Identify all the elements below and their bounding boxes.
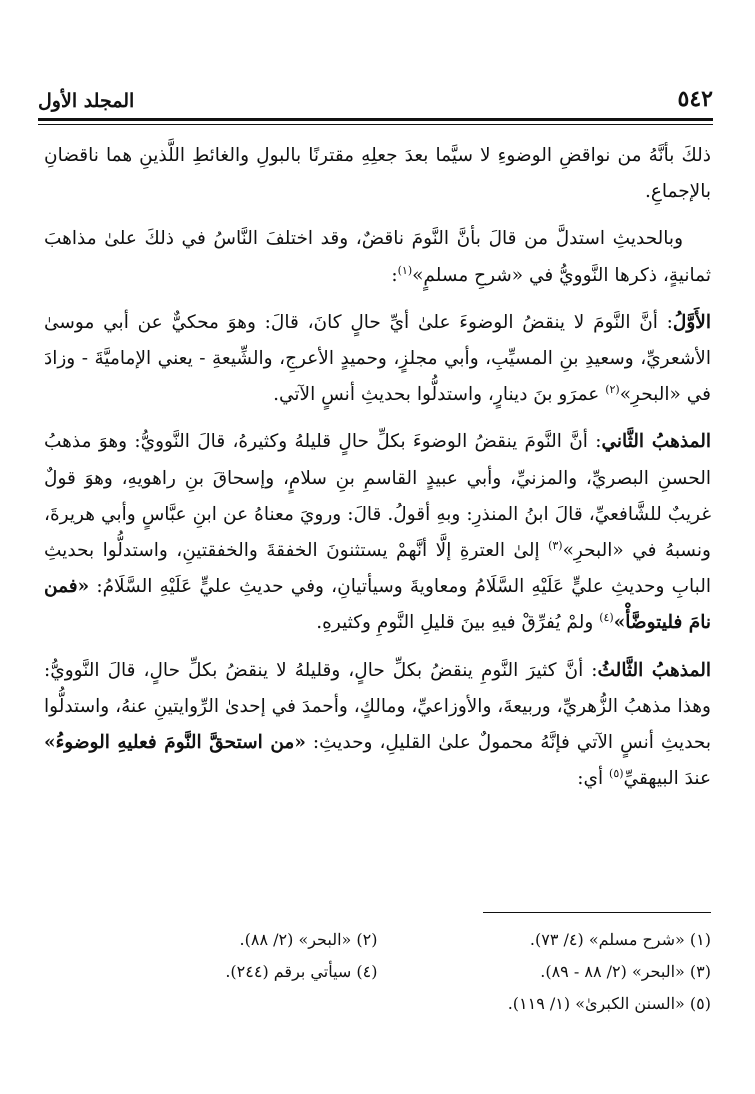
footnote-separator [483,912,711,913]
header-rule-thin [38,124,713,125]
volume-title: المجلد الأول [38,90,135,112]
footnote-ref[interactable]: (١) [397,263,413,277]
paragraph-second-opinion [44,424,711,641]
footnote-1: (١) «شرح مسلم» (٤/ ٧٣). [529,930,711,949]
paragraph-text: ذلكَ بأنَّهُ من نواقضِ الوضوءِ لا سيَّما بعدَ جعلِهِ مقترنًا بالبولِ والغائطِ اللَّذينِ هما ناقضانِ بالإجماعِ. [44,145,711,203]
section-label: المذهبُ الثَّالثُ [597,659,711,681]
paragraph-text: أي: [577,768,610,790]
paragraph-third-opinion [44,653,711,798]
paragraph-intro [44,221,711,293]
section-label: الأَوَّلُ [672,311,711,333]
paragraph-continuation [44,138,711,210]
paragraph-text: : أنَّ كثيرَ النَّومِ ينقضُ بكلِّ حالٍ، وقليلهُ لا ينقضُ بكلِّ حالٍ، قالَ النَّوويُّ: وهذا مذهبُ الزُّهريِّ، وربيعةَ، والأوزاعيِّ، ومالكٍ، وأحمدَ في إحدىٰ الرِّوايتينِ عنهُ، واستدلُّوا بحديثِ أنسٍ الآتي فإنَّهُ محمولٌ علىٰ القليلِ، وحديثِ: [44,659,711,754]
footnote-3: (٣) «البحر» (٢/ ٨٨ - ٨٩). [540,962,711,981]
paragraph-text: عندَ البيهقيِّ [623,768,711,790]
hadith-quote: «من استحقَّ النَّومَ فعليهِ الوضوءُ» [44,732,306,754]
paragraph-text: وبالحديثِ استدلَّ من قالَ بأنَّ النَّومَ ناقضٌ، وقد اختلفَ النَّاسُ في ذلكَ علىٰ مذاهبَ ثمانيةٍ، ذكرها النَّوويُّ في «شرحِ مسلمٍ» [44,228,711,286]
paragraph-text: إلىٰ العترةِ إلَّا أنَّهمْ يستثنونَ الخفقةَ والخفقتينِ، واستدلُّوا بحديثِ البابِ وحديثِ عليٍّ عَلَيْهِ السَّلَامُ ومعاويةَ وسيأتيانِ، وفي حديثِ عليٍّ عَلَيْهِ السَّلَامُ: [44,540,711,598]
page-header [38,82,713,112]
footnote-4: (٤) سيأتي برقم (٢٤٤). [225,962,378,981]
paragraph-text: : أنَّ النَّومَ لا ينقضُ الوضوءَ علىٰ أيِّ حالٍ كانَ، قالَ: وهوَ محكيٌّ عن أبي موسىٰ الأشعريِّ، وسعيدِ بنِ المسيِّبِ، وأبي مجلزٍ، وحميدٍ الأعرجِ، والشِّيعةِ - يعني الإماميَّةَ - وزادَ في «البحرِ» [44,311,711,406]
footnotes [44,924,711,1020]
hadith-quote: «فمن نامَ فليتوضَّأْ» [44,576,711,634]
paragraph-first-opinion [44,305,711,414]
section-label: المذهبُ الثَّاني [601,431,712,453]
page-number: ٥٤٢ [677,86,713,112]
paragraph-text: ولمْ يُفرِّقْ فيهِ بينَ قليلِ النَّومِ وكثيرهِ. [316,612,600,634]
footnote-ref[interactable]: (٣) [548,538,563,552]
paragraph-text: : [391,264,398,286]
header-rule-thick [38,118,713,121]
main-text [44,138,711,808]
footnote-ref[interactable]: (٢) [605,383,620,397]
footnote-ref[interactable]: (٥) [609,767,624,781]
footnote-row [44,924,711,956]
paragraph-text: عمرَو بنَ دينارٍ، واستدلُّوا بحديثِ أنسٍ الآتي. [273,384,606,406]
footnote-ref[interactable]: (٤) [599,611,614,625]
footnote-row [44,956,711,988]
footnote-5: (٥) «السنن الكبرىٰ» (١/ ١١٩). [507,994,711,1013]
paragraph-text: : أنَّ النَّومَ ينقضُ الوضوءَ بكلِّ حالٍ قليلهُ وكثيرهُ، قالَ النَّوويُّ: وهوَ مذهبُ الحسنِ البصريِّ، والمزنيِّ، وأبي عبيدٍ القاسمِ بنِ سلامٍ، وإسحاقَ بنِ راهويهِ، وهوَ قولٌ غريبٌ للشَّافعيِّ، قالَ ابنُ المنذرِ: وبهِ أقولُ. قالَ: ورويَ معناهُ عن ابنِ عبَّاسٍ وأبي هريرةَ، ونسبهُ في «البحرِ» [44,431,711,562]
footnote-row [44,988,711,1020]
footnote-2: (٢) «البحر» (٢/ ٨٨). [239,930,378,949]
